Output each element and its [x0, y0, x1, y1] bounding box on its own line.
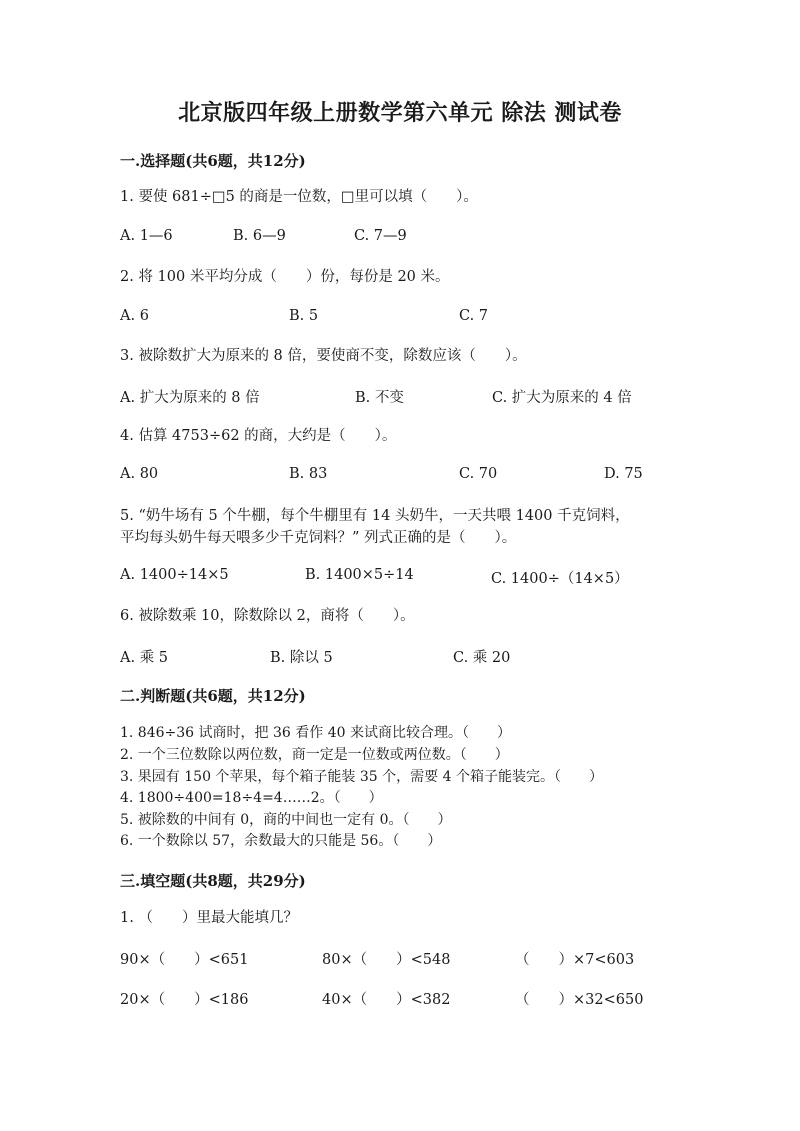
option-c: C. 7—9	[354, 228, 407, 244]
option-a: A. 1—6	[120, 228, 173, 244]
judge-item: 6. 一个数除以 57，余数最大的只能是 56。（ ）	[120, 833, 442, 849]
option-a: A. 1400÷14×5	[120, 567, 229, 583]
fill-blank-expression: （ ）×32<650	[515, 992, 644, 1008]
option-a: A. 扩大为原来的 8 倍	[120, 390, 260, 406]
fill-blank-expression: 80×（ ）<548	[322, 952, 451, 968]
option-a: A. 6	[120, 308, 149, 324]
judge-item: 4. 1800÷400=18÷4=4……2。（ ）	[120, 790, 383, 806]
fill-blank-expression: （ ）×7<603	[515, 952, 635, 968]
option-c: C. 扩大为原来的 4 倍	[492, 390, 632, 406]
option-b: B. 除以 5	[270, 650, 333, 666]
option-c: C. 70	[459, 466, 498, 482]
option-b: B. 83	[289, 466, 328, 482]
question-text: 6. 被除数乘 10，除数除以 2，商将（ ）。	[120, 608, 415, 624]
question-text: 2. 将 100 米平均分成（ ）份，每份是 20 米。	[120, 269, 450, 285]
option-d: D. 75	[604, 466, 643, 482]
question-text-line2: 平均每头奶牛每天喂多少千克饲料？” 列式正确的是（ ）。	[120, 530, 517, 546]
fill-blank-expression: 20×（ ）<186	[120, 992, 249, 1008]
section-heading-choice: 一.选择题(共6题，共12分)	[120, 152, 306, 170]
question-text: 4. 估算 4753÷62 的商，大约是（ ）。	[120, 428, 397, 444]
option-c: C. 乘 20	[453, 650, 511, 666]
option-c: C. 1400÷（14×5）	[491, 571, 629, 587]
option-b: B. 6—9	[233, 228, 286, 244]
section-heading-judge: 二.判断题(共6题，共12分)	[120, 687, 306, 705]
option-c: C. 7	[459, 308, 489, 324]
question-text: 1. （ ）里最大能填几？	[120, 910, 298, 926]
page-title: 北京版四年级上册数学第六单元 除法 测试卷	[178, 100, 622, 126]
question-text: 5. “奶牛场有 5 个牛棚，每个牛棚里有 14 头奶牛，一天共喂 1400 千克饲料，	[120, 508, 630, 524]
fill-blank-expression: 40×（ ）<382	[322, 992, 451, 1008]
section-heading-fill: 三.填空题(共8题，共29分)	[120, 872, 306, 890]
option-b: B. 1400×5÷14	[305, 567, 414, 583]
question-text: 3. 被除数扩大为原来的 8 倍，要使商不变，除数应该（ ）。	[120, 348, 527, 364]
judge-item: 1. 846÷36 试商时，把 36 看作 40 来试商比较合理。（ ）	[120, 725, 511, 741]
question-text: 1. 要使 681÷□5 的商是一位数，□里可以填（ ）。	[120, 189, 478, 205]
option-a: A. 80	[120, 466, 159, 482]
judge-item: 2. 一个三位数除以两位数，商一定是一位数或两位数。（ ）	[120, 747, 509, 763]
option-b: B. 5	[289, 308, 319, 324]
judge-item: 5. 被除数的中间有 0，商的中间也一定有 0。（ ）	[120, 812, 452, 828]
fill-blank-expression: 90×（ ）<651	[120, 952, 249, 968]
judge-item: 3. 果园有 150 个苹果，每个箱子能装 35 个，需要 4 个箱子能装完。（ ）	[120, 769, 603, 785]
option-a: A. 乘 5	[120, 650, 169, 666]
option-b: B. 不变	[355, 390, 404, 406]
